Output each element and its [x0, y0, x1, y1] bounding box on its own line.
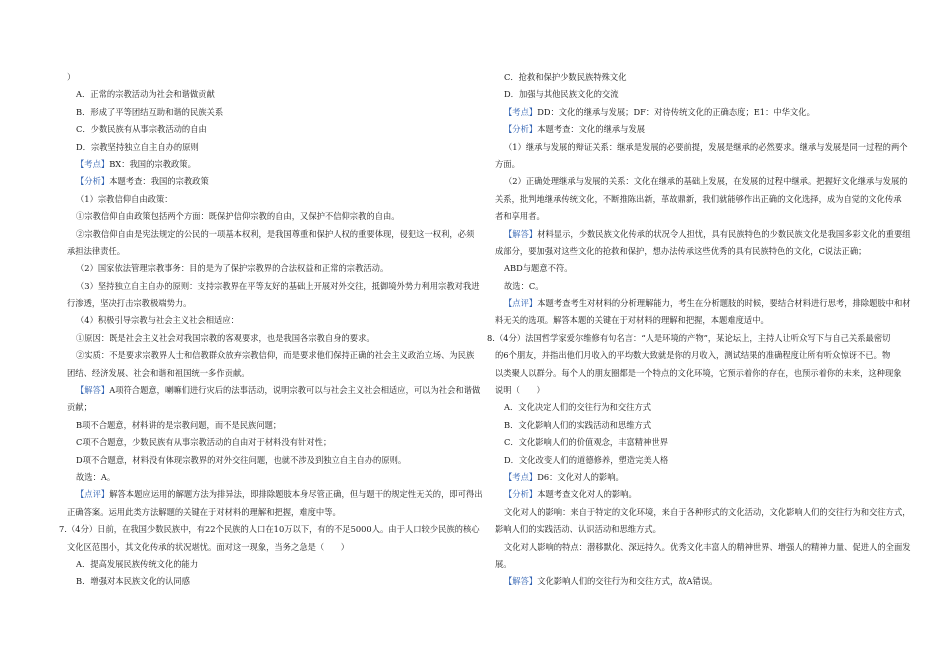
line-text: 本题考查：我国的宗教政策 — [109, 176, 209, 187]
line-text: B．形成了平等团结互助和谐的民族关系 — [76, 106, 224, 117]
left-column — [59, 69, 483, 591]
line-text: 贡献； — [67, 402, 92, 413]
line-text: B．增强对本民族文化的认同感 — [76, 576, 190, 587]
text-line — [495, 347, 895, 364]
section-tag: 【解答】 — [76, 385, 110, 396]
tagged-line — [495, 469, 895, 486]
section-tag: 【点评】 — [504, 298, 538, 309]
text-line — [67, 191, 467, 208]
line-text: A．正常的宗教活动为社会和谐做贡献 — [76, 89, 215, 100]
line-text: D．文化改变人们的道德修养，塑造完美人格 — [504, 454, 669, 465]
text-line — [495, 399, 895, 416]
line-text: 材料显示，少数民族文化传承的状况令人担忧，具有民族特色的少数民族文化是我国多彩文化的重要组 — [537, 228, 911, 239]
text-line — [495, 417, 895, 434]
tagged-line — [67, 173, 467, 190]
text-line — [495, 539, 911, 556]
text-line — [67, 469, 467, 486]
line-text: 成部分，要加强对这些文化的抢救和保护，想办法传承这些优秀的具有民族特色的文化，C说法正确； — [495, 245, 867, 256]
line-text: ②宗教信仰自由是宪法规定的公民的一项基本权利，是我国尊重和保护人权的重要体现，侵犯这一权利，必须 — [76, 228, 475, 239]
section-tag: 【解答】 — [504, 576, 538, 587]
text-line — [495, 365, 902, 382]
text-line — [67, 347, 475, 364]
line-text: B项不合题意，材料讲的是宗教问题，而不是民族问题； — [76, 419, 282, 430]
line-text: 行渗透，坚决打击宗教极端势力。 — [67, 298, 192, 309]
text-line — [67, 539, 467, 556]
line-text: DD：文化的继承与发展；DF：对待传统文化的正确态度；E1：中华文化。 — [537, 106, 815, 117]
line-text: D．宗教坚持独立自主自办的原则 — [76, 141, 199, 152]
line-text: 方面。 — [495, 158, 520, 169]
text-line — [495, 521, 895, 538]
question-line — [487, 330, 895, 347]
text-line — [67, 86, 467, 103]
text-line — [495, 382, 895, 399]
line-text: 故选：C。 — [504, 280, 544, 291]
line-text: ②实质：不是要求宗教界人士和信教群众放弃宗教信仰，而是要求他们保持正确的社会主义政治立场、为民族 — [76, 350, 475, 361]
line-text: A．提高发展民族传统文化的能力 — [76, 558, 199, 569]
line-text: 的6个朋友，并指出他们月收入的平均数大致就是你的月收入，测试结果的准确程度让所有听众惊讶不已。物 — [495, 350, 891, 361]
text-line — [495, 208, 895, 225]
question-number: 7. — [59, 524, 67, 535]
text-line — [495, 69, 895, 86]
text-line — [67, 312, 467, 329]
question-number: 8. — [487, 332, 495, 343]
line-text: 者和享用者。 — [495, 211, 545, 222]
text-line — [67, 295, 467, 312]
text-line — [67, 556, 467, 573]
section-tag: 【分析】 — [76, 176, 110, 187]
line-text: A项符合题意，喇嘛们进行灾后的法事活动，说明宗教可以与社会主义社会相适应，可以为社会和谐做 — [109, 385, 481, 396]
right-column — [487, 69, 911, 591]
text-line — [67, 434, 467, 451]
section-tag: 【考点】 — [504, 471, 538, 482]
section-tag: 【分析】 — [504, 489, 538, 500]
text-line — [67, 69, 467, 86]
tagged-line — [67, 156, 467, 173]
tagged-line — [495, 295, 911, 312]
text-line — [495, 191, 902, 208]
text-line — [495, 278, 895, 295]
text-line — [495, 243, 895, 260]
line-text: BX：我国的宗教政策。 — [109, 158, 196, 169]
tagged-line — [67, 382, 481, 399]
text-line — [495, 139, 908, 156]
line-text: 文化区范围小，其文化传承的状况堪忧。面对这一现象，当务之急是（ ） — [67, 541, 350, 552]
line-text: （2）正确处理继承与发展的关系：文化在继承的基础上发展，在发展的过程中继承。把握好文化继承与发展的 — [504, 176, 908, 187]
text-line — [67, 139, 467, 156]
line-text: 关系，批判地继承传统文化，不断推陈出新，革故鼎新，我们就能够作出正确的文化选择，成为自觉的文化传承 — [495, 193, 902, 204]
line-text: ） — [67, 72, 76, 82]
text-line — [67, 121, 467, 138]
line-text: C．文化影响人们的价值观念，丰富精神世界 — [504, 437, 668, 448]
text-line — [67, 399, 467, 416]
line-text: C．少数民族有从事宗教活动的自由 — [76, 124, 207, 135]
line-text: 文化影响人们的交往行为和交往方式，故A错误。 — [537, 576, 718, 587]
line-text: 本题考查：文化的继承与发展 — [537, 124, 646, 135]
line-text: 本题考查文化对人的影响。 — [537, 489, 637, 500]
text-line — [495, 86, 895, 103]
text-line — [67, 573, 467, 590]
tagged-line — [495, 573, 895, 590]
text-line — [495, 434, 895, 451]
line-text: B．文化影响人们的实践活动和思维方式 — [504, 419, 652, 430]
line-text: 承担法律责任。 — [67, 245, 126, 256]
tagged-line — [495, 104, 895, 121]
line-text: （1）继承与发展的辩证关系：继承是发展的必要前提，发展是继承的必然要求。继承与发展是同一过程的两个 — [504, 141, 908, 152]
line-text: D项不合题意，材料没有体现宗教界的对外交往问题，也就不涉及到独立自主自办的原则。 — [76, 454, 407, 465]
line-text: C．抢救和保护少数民族特殊文化 — [504, 72, 627, 82]
tagged-line — [67, 486, 483, 503]
text-line — [67, 365, 467, 382]
line-text: 本题考查考生对材料的分析理解能力，考生在分析题肢的时候，要结合材料进行思考，排除题肢中和材 — [537, 298, 911, 309]
text-line — [67, 330, 467, 347]
line-text: （4）积极引导宗教与社会主义社会相适应： — [76, 315, 239, 326]
section-tag: 【考点】 — [504, 106, 538, 117]
line-text: ABD与题意不符。 — [504, 263, 573, 274]
line-text: 文化对人影响的特点：潜移默化、深远持久。优秀文化丰富人的精神世界、增强人的精神力量、促进人的全面发 — [504, 541, 911, 552]
text-line — [67, 278, 480, 295]
text-line — [67, 417, 467, 434]
line-text: A．文化决定人们的交往行为和交往方式 — [504, 402, 652, 413]
line-text: D6：文化对人的影响。 — [537, 471, 624, 482]
line-text: ①宗教信仰自由政策包括两个方面：既保护信仰宗教的自由，又保护不信仰宗教的自由。 — [76, 211, 400, 222]
text-line — [67, 226, 475, 243]
text-line — [67, 243, 467, 260]
line-text: （3）坚持独立自主自办的原则：支持宗教界在平等友好的基础上开展对外交往，抵御境外势力利用宗教对我进 — [76, 280, 480, 291]
text-line — [67, 104, 467, 121]
tagged-line — [495, 486, 895, 503]
question-line — [59, 521, 480, 538]
line-text: 故选：A。 — [76, 471, 116, 482]
section-tag: 【分析】 — [504, 124, 538, 135]
line-text: 说明（ ） — [495, 385, 545, 396]
line-text: ①原因：既是社会主义社会对我国宗教的客观要求，也是我国各宗教自身的要求。 — [76, 332, 375, 343]
text-line — [495, 173, 908, 190]
section-tag: 【点评】 — [76, 489, 110, 500]
text-line — [67, 504, 467, 521]
line-text: （4分）日前，在我国少数民族中，有22个民族的人口在10万以下，有的不足5000人。由于人口较少民族的核心 — [67, 524, 480, 535]
line-text: 文化对人的影响：来自于特定的文化环境，来自于各种形式的文化活动，文化影响人们的交往行为和交往方式， — [504, 506, 911, 517]
text-line — [67, 208, 467, 225]
line-text: 解答本题应运用的解题方法为排异法，即排除题肢本身尽管正确，但与题干的规定性无关的，即可得出 — [109, 489, 483, 500]
tagged-line — [495, 121, 895, 138]
text-line — [495, 556, 895, 573]
tagged-line — [495, 226, 911, 243]
text-line — [67, 452, 467, 469]
text-line — [495, 260, 895, 277]
line-text: 影响人们的实践活动、认识活动和思维方式。 — [495, 524, 661, 535]
line-text: （4分）法国哲学家爱尔维修有句名言：“人是环境的产物”，某论坛上，主持人让听众写下与自己关系最密切 — [495, 332, 891, 343]
text-line — [495, 504, 911, 521]
section-tag: 【考点】 — [76, 158, 110, 169]
line-text: 展。 — [495, 558, 512, 569]
line-text: （2）国家依法管理宗教事务：目的是为了保护宗教界的合法权益和正常的宗教活动。 — [76, 263, 389, 274]
text-line — [495, 452, 895, 469]
line-text: 正确答案。运用此类方法解题的关键在于对材料的理解和把握，难度中等。 — [67, 506, 341, 517]
line-text: D．加强与其他民族文化的交流 — [504, 89, 619, 100]
line-text: 团结、经济发展、社会和谐和祖国统一多作贡献。 — [67, 367, 250, 378]
line-text: 以类聚人以群分。每个人的朋友圈都是一个特点的文化环境，它预示着你的存在，也预示着你的未来，这种现象 — [495, 367, 902, 378]
text-line — [495, 312, 895, 329]
line-text: 料无关的选项。解答本题的关键在于对材料的理解和把握，本题难度适中。 — [495, 315, 769, 326]
section-tag: 【解答】 — [504, 228, 538, 239]
text-line — [67, 260, 467, 277]
line-text: C项不合题意，少数民族有从事宗教活动的自由对于材料没有针对性； — [76, 437, 332, 448]
text-line — [495, 156, 895, 173]
line-text: （1）宗教信仰自由政策： — [76, 193, 173, 204]
